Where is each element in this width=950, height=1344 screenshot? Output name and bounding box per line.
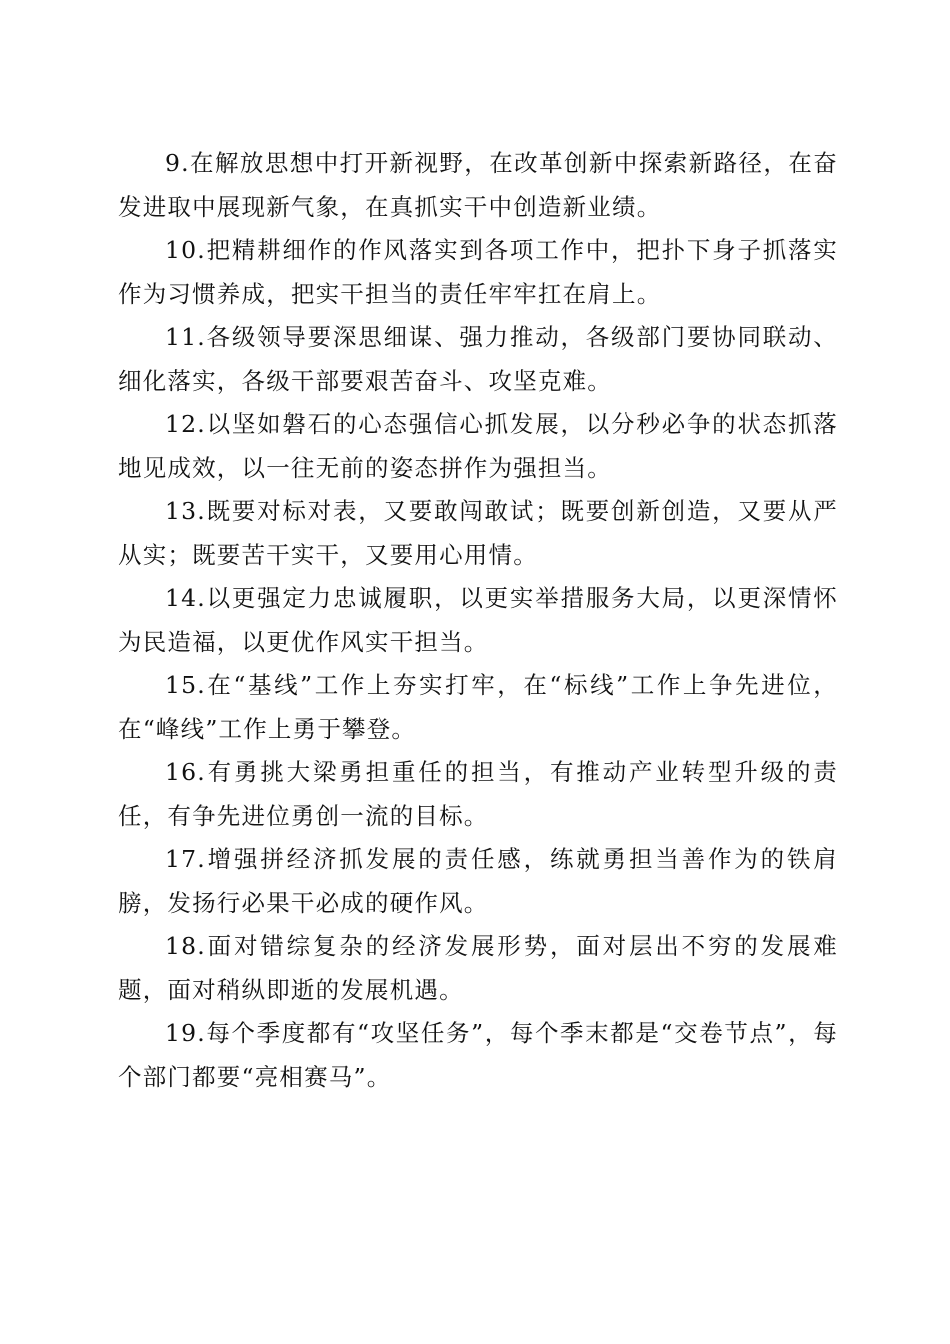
document-body [118, 142, 838, 1099]
paragraph-text: 以坚如磐石的心态强信心抓发展，以分秒必争的状态抓落地见成效，以一往无前的姿态拼作为强担当。 [118, 410, 838, 482]
paragraph-text: 在“基线”工作上夯实打牢，在“标线”工作上争先进位，在“峰线”工作上勇于攀登。 [118, 671, 838, 743]
paragraph-number: 15. [165, 671, 206, 699]
paragraph-text: 每个季度都有“攻坚任务”，每个季末都是“交卷节点”，每个部门都要“亮相赛马”。 [118, 1019, 838, 1091]
paragraph-text: 以更强定力忠诚履职，以更实举措服务大局，以更深情怀为民造福，以更优作风实干担当。 [118, 584, 838, 656]
paragraph-14 [118, 577, 838, 664]
paragraph-number: 13. [165, 497, 206, 525]
paragraph-text: 各级领导要深思细谋、强力推动，各级部门要协同联动、细化落实，各级干部要艰苦奋斗、攻坚克难。 [118, 323, 838, 395]
paragraph-text: 既要对标对表，又要敢闯敢试；既要创新创造，又要从严从实；既要苦干实干，又要用心用情。 [118, 497, 838, 569]
paragraph-number: 19. [165, 1019, 206, 1047]
paragraph-9 [118, 142, 838, 229]
paragraph-number: 14. [165, 584, 206, 612]
paragraph-number: 16. [165, 758, 206, 786]
paragraph-18 [118, 925, 838, 1012]
paragraph-number: 9. [165, 149, 190, 177]
paragraph-number: 12. [165, 410, 206, 438]
paragraph-11 [118, 316, 838, 403]
paragraph-number: 17. [165, 845, 206, 873]
paragraph-text: 在解放思想中打开新视野，在改革创新中探索新路径，在奋发进取中展现新气象，在真抓实干中创造新业绩。 [118, 149, 838, 221]
paragraph-text: 面对错综复杂的经济发展形势，面对层出不穷的发展难题，面对稍纵即逝的发展机遇。 [118, 932, 838, 1004]
paragraph-number: 18. [165, 932, 206, 960]
paragraph-number: 11. [165, 323, 206, 351]
paragraph-10 [118, 229, 838, 316]
paragraph-12 [118, 403, 838, 490]
paragraph-13 [118, 490, 838, 577]
paragraph-number: 10. [165, 236, 206, 264]
paragraph-text: 增强拼经济抓发展的责任感，练就勇担当善作为的铁肩膀，发扬行必果干必成的硬作风。 [118, 845, 838, 917]
paragraph-19 [118, 1012, 838, 1099]
paragraph-15 [118, 664, 838, 751]
paragraph-16 [118, 751, 838, 838]
paragraph-text: 有勇挑大梁勇担重任的担当，有推动产业转型升级的责任，有争先进位勇创一流的目标。 [118, 758, 838, 830]
paragraph-text: 把精耕细作的作风落实到各项工作中，把扑下身子抓落实作为习惯养成，把实干担当的责任牢牢扛在肩上。 [118, 236, 838, 308]
paragraph-17 [118, 838, 838, 925]
